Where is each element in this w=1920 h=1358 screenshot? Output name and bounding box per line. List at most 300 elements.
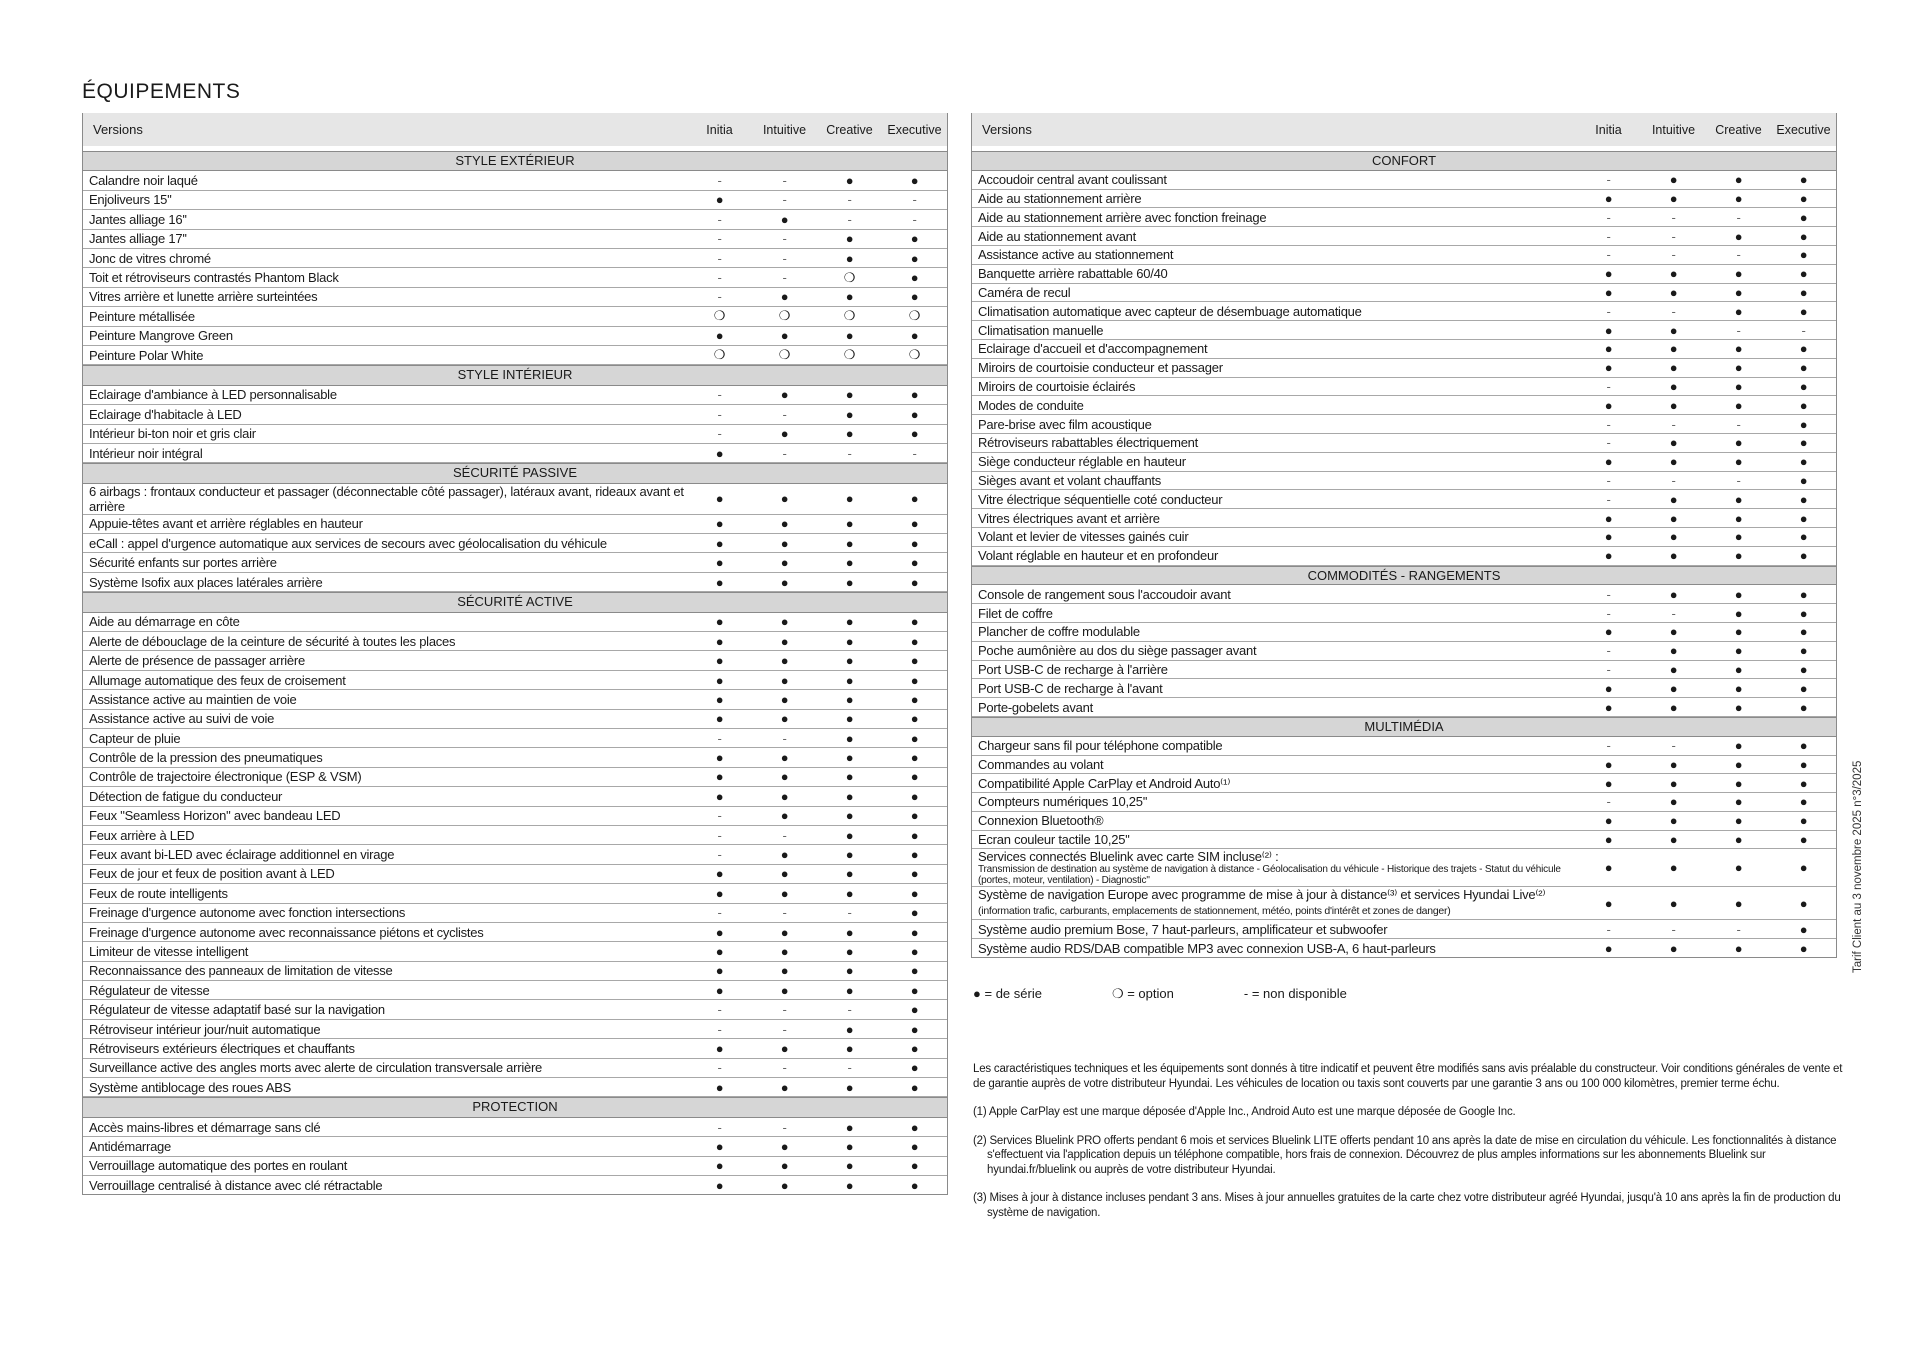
unavailable-dash-icon: - (717, 211, 722, 227)
table-row (83, 210, 947, 229)
standard-dot-icon: ● (715, 788, 724, 804)
standard-dot-icon: ● (715, 769, 724, 785)
table-row (972, 679, 1836, 698)
unavailable-dash-icon: - (1736, 322, 1741, 338)
feature-label: Port USB-C de recharge à l'avant (978, 680, 1163, 696)
unavailable-dash-icon: - (1671, 303, 1676, 319)
standard-dot-icon: ● (845, 672, 854, 688)
standard-dot-icon: ● (780, 711, 789, 727)
feature-label: Limiteur de vitesse intelligent (89, 943, 249, 959)
table-row (83, 981, 947, 1000)
unavailable-dash-icon: - (1606, 228, 1611, 244)
unavailable-dash-icon: - (782, 905, 787, 921)
standard-dot-icon: ● (715, 672, 724, 688)
table-row (972, 756, 1836, 775)
legend-unavailable (1244, 986, 1347, 1002)
feature-label: Ecran couleur tactile 10,25'' (978, 832, 1130, 848)
standard-dot-icon: ● (1799, 378, 1808, 394)
unavailable-dash-icon: - (717, 905, 722, 921)
standard-dot-icon: ● (910, 1119, 919, 1135)
standard-dot-icon: ● (910, 769, 919, 785)
table-row (83, 386, 947, 405)
table-row (83, 787, 947, 806)
table-row (972, 604, 1836, 623)
standard-dot-icon: ● (1669, 284, 1678, 300)
standard-dot-icon: ● (1669, 699, 1678, 715)
standard-dot-icon: ● (1799, 699, 1808, 715)
standard-dot-icon: ● (910, 516, 919, 532)
section-header: SÉCURITÉ ACTIVE (83, 592, 947, 612)
table-row (972, 698, 1836, 717)
standard-dot-icon: ● (1604, 322, 1613, 338)
standard-dot-icon: ● (1669, 378, 1678, 394)
standard-dot-icon: ● (715, 1177, 724, 1193)
standard-dot-icon: ● (1669, 322, 1678, 338)
table-row (83, 904, 947, 923)
feature-label: Miroirs de courtoisie conducteur et passager (978, 360, 1223, 376)
standard-dot-icon: ● (1734, 699, 1743, 715)
standard-dot-icon: ● (780, 211, 789, 227)
feature-label: Système de navigation Europe avec programme de mise à jour à distance⁽³⁾ et services Hyundai Live⁽²⁾ (information trafic, carburants, emplacements de stationnement, météo, points d'intérêt et zones de danger) (978, 887, 1546, 918)
feature-label: Caméra de recul (978, 284, 1071, 300)
unavailable-dash-icon: - (717, 387, 722, 403)
table-row (83, 826, 947, 845)
table-row (972, 623, 1836, 642)
standard-dot-icon: ● (845, 885, 854, 901)
standard-dot-icon: ● (1734, 738, 1743, 754)
feature-label: Sécurité enfants sur portes arrière (89, 555, 277, 571)
standard-dot-icon: ● (780, 963, 789, 979)
unavailable-dash-icon: - (1736, 921, 1741, 937)
option-circle-icon: ❍ (908, 308, 921, 324)
feature-label: Verrouillage automatique des portes en roulant (89, 1158, 348, 1174)
unavailable-dash-icon: - (1606, 247, 1611, 263)
feature-label: Toit et rétroviseurs contrastés Phantom Black (89, 270, 339, 286)
standard-dot-icon: ● (1799, 454, 1808, 470)
section-header: MULTIMÉDIA (972, 717, 1836, 737)
table-row (972, 321, 1836, 340)
standard-dot-icon: ● (715, 1138, 724, 1154)
standard-dot-icon: ● (1799, 360, 1808, 376)
table-row (83, 1000, 947, 1019)
feature-label: Eclairage d'accueil et d'accompagnement (978, 341, 1208, 357)
standard-dot-icon: ● (1799, 624, 1808, 640)
standard-dot-icon: ● (780, 943, 789, 959)
unavailable-dash-icon: - (782, 1021, 787, 1037)
standard-dot-icon: ● (780, 1138, 789, 1154)
notes (973, 1062, 1843, 1234)
feature-label: Antidémarrage (89, 1138, 172, 1154)
feature-label: Capteur de pluie (89, 730, 181, 746)
standard-dot-icon: ● (780, 535, 789, 551)
standard-dot-icon: ● (910, 633, 919, 649)
standard-dot-icon: ● (1669, 624, 1678, 640)
standard-dot-icon: ● (910, 1079, 919, 1095)
table-row (972, 849, 1836, 887)
unavailable-dash-icon: - (1671, 605, 1676, 621)
standard-dot-icon: ● (715, 491, 724, 507)
standard-dot-icon: ● (780, 672, 789, 688)
feature-label: Feux arrière à LED (89, 827, 195, 843)
standard-dot-icon: ● (1734, 643, 1743, 659)
standard-dot-icon: ● (715, 1040, 724, 1056)
feature-label: Peinture métallisée (89, 308, 195, 324)
unavailable-dash-icon: - (782, 445, 787, 461)
feature-label: Porte-gobelets avant (978, 699, 1093, 715)
standard-dot-icon: ● (845, 982, 854, 998)
standard-dot-icon: ● (1799, 940, 1808, 956)
standard-dot-icon: ● (910, 847, 919, 863)
standard-dot-icon: ● (780, 491, 789, 507)
legend (973, 986, 1417, 1002)
standard-dot-icon: ● (1734, 940, 1743, 956)
table-row (83, 613, 947, 632)
table-row (972, 642, 1836, 661)
standard-dot-icon: ● (1669, 529, 1678, 545)
table-row (83, 327, 947, 346)
table-row (83, 171, 947, 190)
standard-dot-icon: ● (910, 289, 919, 305)
standard-dot-icon: ● (780, 750, 789, 766)
standard-dot-icon: ● (910, 1021, 919, 1037)
standard-dot-icon: ● (1734, 895, 1743, 911)
section-header: COMMODITÉS - RANGEMENTS (972, 566, 1836, 586)
standard-dot-icon: ● (845, 250, 854, 266)
unavailable-dash-icon: - (782, 192, 787, 208)
footnote-3: (3) Mises à jour à distance incluses pendant 3 ans. Mises à jour annuelles gratuites de la carte chez votre distributeur agréé Hyundai, jusqu'à 10 ans après la fin de production du système de navigation. (973, 1192, 1841, 1219)
feature-label: Contrôle de trajectoire électronique (ESP & VSM) (89, 769, 362, 785)
feature-label: Reconnaissance des panneaux de limitation de vitesse (89, 963, 393, 979)
standard-dot-icon: ● (1604, 454, 1613, 470)
open-circle-icon: ❍ (1111, 986, 1124, 1001)
standard-dot-icon: ● (845, 289, 854, 305)
table-row (83, 425, 947, 444)
standard-dot-icon: ● (1604, 341, 1613, 357)
feature-label: Alerte de présence de passager arrière (89, 653, 305, 669)
table-row (83, 651, 947, 670)
feature-label: Poche aumônière au dos du siège passager avant (978, 643, 1257, 659)
standard-dot-icon: ● (910, 1002, 919, 1018)
unavailable-dash-icon: - (717, 1002, 722, 1018)
standard-dot-icon: ● (910, 653, 919, 669)
table-row (83, 307, 947, 326)
legend-label: = option (1127, 986, 1174, 1001)
standard-dot-icon: ● (715, 1158, 724, 1174)
standard-dot-icon: ● (1799, 472, 1808, 488)
standard-dot-icon: ● (1669, 586, 1678, 602)
standard-dot-icon: ● (1734, 794, 1743, 810)
column-creative: Creative (826, 122, 873, 137)
standard-dot-icon: ● (845, 866, 854, 882)
standard-dot-icon: ● (1734, 661, 1743, 677)
table-row (972, 378, 1836, 397)
feature-label: Appuie-têtes avant et arrière réglables en hauteur (89, 516, 363, 532)
table-row (972, 302, 1836, 321)
unavailable-dash-icon: - (847, 1002, 852, 1018)
standard-dot-icon: ● (910, 491, 919, 507)
standard-dot-icon: ● (845, 730, 854, 746)
table-row (972, 585, 1836, 604)
feature-label: Console de rangement sous l'accoudoir avant (978, 586, 1231, 602)
table-row (83, 1137, 947, 1156)
standard-dot-icon: ● (780, 691, 789, 707)
standard-dot-icon: ● (910, 535, 919, 551)
table-row (83, 865, 947, 884)
standard-dot-icon: ● (910, 885, 919, 901)
table-row (972, 190, 1836, 209)
standard-dot-icon: ● (715, 982, 724, 998)
standard-dot-icon: ● (780, 1079, 789, 1095)
standard-dot-icon: ● (845, 924, 854, 940)
feature-label: Régulateur de vitesse (89, 982, 210, 998)
unavailable-dash-icon: - (1606, 794, 1611, 810)
table-body (972, 151, 1836, 957)
standard-dot-icon: ● (845, 574, 854, 590)
feature-label: Feux de jour et feux de position avant à LED (89, 866, 335, 882)
standard-dot-icon: ● (1799, 738, 1808, 754)
standard-dot-icon: ● (780, 426, 789, 442)
feature-label: Système antiblocage des roues ABS (89, 1079, 292, 1095)
standard-dot-icon: ● (1734, 624, 1743, 640)
standard-dot-icon: ● (845, 769, 854, 785)
standard-dot-icon: ● (1734, 605, 1743, 621)
feature-label: 6 airbags : frontaux conducteur et passager (déconnectable côté passager), latéraux avant, rideaux avant et arrière (89, 483, 684, 514)
standard-dot-icon: ● (910, 672, 919, 688)
standard-dot-icon: ● (780, 847, 789, 863)
unavailable-dash-icon: - (782, 231, 787, 247)
feature-label: Surveillance active des angles morts avec alerte de circulation transversale arrière (89, 1060, 542, 1076)
table-row (972, 246, 1836, 265)
unavailable-dash-icon: - (1801, 322, 1806, 338)
unavailable-dash-icon: - (1736, 247, 1741, 263)
unavailable-dash-icon: - (1736, 209, 1741, 225)
unavailable-dash-icon: - (1606, 605, 1611, 621)
feature-label: Commandes au volant (978, 756, 1104, 772)
standard-dot-icon: ● (1669, 860, 1678, 876)
standard-dot-icon: ● (1604, 284, 1613, 300)
standard-dot-icon: ● (845, 633, 854, 649)
standard-dot-icon: ● (910, 943, 919, 959)
equipment-table-left (82, 113, 948, 1195)
standard-dot-icon: ● (910, 866, 919, 882)
tariff-side-note: Tarif Client au 3 novembre 2025 n°3/2025 (1852, 760, 1864, 973)
feature-label: Peinture Mangrove Green (89, 328, 233, 344)
standard-dot-icon: ● (1604, 548, 1613, 564)
standard-dot-icon: ● (1799, 548, 1808, 564)
table-row (83, 230, 947, 249)
standard-dot-icon: ● (1734, 397, 1743, 413)
standard-dot-icon: ● (845, 808, 854, 824)
table-row (972, 340, 1836, 359)
standard-dot-icon: ● (1604, 860, 1613, 876)
table-header (83, 113, 947, 151)
feature-label: Freinage d'urgence autonome avec reconnaissance piétons et cyclistes (89, 924, 484, 940)
footnote-2: (2) Services Bluelink PRO offerts pendant 6 mois et services Bluelink LITE offerts pendant 10 ans après la date de mise en circulation du véhicule. Les fonctionnalités à distance s'effectuent via l'application depuis un téléphone compatible, hors frais de connexion. Découvrez de plus amples informations sur les abonnements Bluelink sur hyundai.fr/bluelink ou auprès de votre distributeur Hyundai. (973, 1134, 1837, 1176)
standard-dot-icon: ● (910, 1040, 919, 1056)
table-row (83, 268, 947, 287)
table-row (83, 807, 947, 826)
standard-dot-icon: ● (845, 614, 854, 630)
unavailable-dash-icon: - (782, 1119, 787, 1135)
feature-label: Allumage automatique des feux de croisement (89, 672, 346, 688)
standard-dot-icon: ● (845, 328, 854, 344)
standard-dot-icon: ● (845, 1040, 854, 1056)
table-row (83, 405, 947, 424)
standard-dot-icon: ● (845, 750, 854, 766)
standard-dot-icon: ● (715, 516, 724, 532)
table-row (83, 346, 947, 365)
standard-dot-icon: ● (910, 750, 919, 766)
standard-dot-icon: ● (1734, 832, 1743, 848)
standard-dot-icon: ● (845, 1158, 854, 1174)
legend-label: = de série (984, 986, 1042, 1001)
standard-dot-icon: ● (1669, 454, 1678, 470)
section-header: SÉCURITÉ PASSIVE (83, 463, 947, 483)
unavailable-dash-icon: - (1606, 586, 1611, 602)
standard-dot-icon: ● (910, 173, 919, 189)
option-circle-icon: ❍ (843, 308, 856, 324)
feature-label: Feux avant bi-LED avec éclairage additionnel en virage (89, 847, 395, 863)
standard-dot-icon: ● (715, 691, 724, 707)
feature-label: Peinture Polar White (89, 347, 204, 363)
standard-dot-icon: ● (715, 555, 724, 571)
table-row (83, 768, 947, 787)
versions-label: Versions (982, 122, 1032, 137)
standard-dot-icon: ● (1799, 266, 1808, 282)
table-row (83, 191, 947, 210)
unavailable-dash-icon: - (1671, 209, 1676, 225)
feature-label: Jantes alliage 16'' (89, 211, 187, 227)
table-row (972, 661, 1836, 680)
standard-dot-icon: ● (715, 328, 724, 344)
standard-dot-icon: ● (1799, 775, 1808, 791)
table-row (83, 671, 947, 690)
feature-label: Eclairage d'ambiance à LED personnalisable (89, 387, 337, 403)
unavailable-dash-icon: - (782, 1060, 787, 1076)
feature-label: Assistance active au maintien de voie (89, 691, 297, 707)
standard-dot-icon: ● (1604, 813, 1613, 829)
unavailable-dash-icon: - (1606, 472, 1611, 488)
feature-label: Vitres électriques avant et arrière (978, 510, 1160, 526)
standard-dot-icon: ● (715, 711, 724, 727)
unavailable-dash-icon: - (782, 827, 787, 843)
unavailable-dash-icon: - (1606, 738, 1611, 754)
standard-dot-icon: ● (1669, 190, 1678, 206)
standard-dot-icon: ● (780, 289, 789, 305)
table-row (972, 812, 1836, 831)
feature-label: Système Isofix aux places latérales arrière (89, 574, 323, 590)
unavailable-dash-icon: - (782, 173, 787, 189)
table-row (83, 444, 947, 463)
feature-label: Contrôle de la pression des pneumatiques (89, 750, 323, 766)
table-row (83, 1020, 947, 1039)
feature-detail: Transmission de destination au système de navigation à distance - Géolocalisation du véhicule - Historique des trajets - Statut du véhicule (portes, moteur, ventilation) - Diagnostic" (978, 864, 1561, 887)
standard-dot-icon: ● (1669, 510, 1678, 526)
standard-dot-icon: ● (845, 555, 854, 571)
standard-dot-icon: ● (1734, 813, 1743, 829)
standard-dot-icon: ● (1799, 416, 1808, 432)
feature-label: Régulateur de vitesse adaptatif basé sur la navigation (89, 1002, 385, 1018)
feature-label: Assistance active au stationnement (978, 247, 1174, 263)
standard-dot-icon: ● (1799, 247, 1808, 263)
standard-dot-icon: ● (1734, 548, 1743, 564)
feature-label: Jonc de vitres chromé (89, 250, 211, 266)
table-body (83, 151, 947, 1194)
unavailable-dash-icon: - (1671, 472, 1676, 488)
unavailable-dash-icon: - (1606, 921, 1611, 937)
standard-dot-icon: ● (845, 1119, 854, 1135)
unavailable-dash-icon: - (717, 730, 722, 746)
table-row (83, 923, 947, 942)
feature-label: Détection de fatigue du conducteur (89, 788, 283, 804)
unavailable-dash-icon: - (717, 406, 722, 422)
unavailable-dash-icon: - (1671, 416, 1676, 432)
unavailable-dash-icon: - (717, 808, 722, 824)
standard-dot-icon: ● (910, 1138, 919, 1154)
table-row (972, 284, 1836, 303)
standard-dot-icon: ● (1669, 491, 1678, 507)
table-row (83, 534, 947, 553)
feature-label: Vitre électrique séquentielle coté conducteur (978, 491, 1223, 507)
standard-dot-icon: ● (845, 847, 854, 863)
standard-dot-icon: ● (910, 963, 919, 979)
feature-label: Chargeur sans fil pour téléphone compatible (978, 738, 1223, 754)
standard-dot-icon: ● (1799, 209, 1808, 225)
table-row (972, 396, 1836, 415)
table-row (972, 472, 1836, 491)
feature-label: Accès mains-libres et démarrage sans clé (89, 1119, 321, 1135)
feature-label: Enjoliveurs 15'' (89, 192, 172, 208)
feature-label: Feux "Seamless Horizon" avec bandeau LED (89, 808, 341, 824)
standard-dot-icon: ● (1669, 832, 1678, 848)
unavailable-dash-icon: - (1606, 172, 1611, 188)
standard-dot-icon: ● (845, 1079, 854, 1095)
standard-dot-icon: ● (910, 1177, 919, 1193)
unavailable-dash-icon: - (1606, 661, 1611, 677)
standard-dot-icon: ● (910, 730, 919, 746)
feature-label: Compatibilité Apple CarPlay et Android Auto⁽¹⁾ (978, 775, 1231, 791)
standard-dot-icon: ● (1669, 940, 1678, 956)
standard-dot-icon: ● (845, 516, 854, 532)
feature-label: Vitres arrière et lunette arrière surteintées (89, 289, 318, 305)
table-row (972, 774, 1836, 793)
table-row (83, 942, 947, 961)
standard-dot-icon: ● (845, 406, 854, 422)
table-row (972, 453, 1836, 472)
feature-label: Compteurs numériques 10,25'' (978, 794, 1148, 810)
standard-dot-icon: ● (845, 1138, 854, 1154)
dash-icon: - (1243, 986, 1249, 1001)
table-row (83, 1118, 947, 1137)
standard-dot-icon: ● (845, 231, 854, 247)
feature-label: Eclairage d'habitacle à LED (89, 406, 242, 422)
table-row (83, 1157, 947, 1176)
standard-dot-icon: ● (1604, 756, 1613, 772)
feature-label: Climatisation manuelle (978, 322, 1104, 338)
standard-dot-icon: ● (845, 173, 854, 189)
standard-dot-icon: ● (1669, 435, 1678, 451)
standard-dot-icon: ● (715, 963, 724, 979)
standard-dot-icon: ● (1669, 397, 1678, 413)
standard-dot-icon: ● (780, 1040, 789, 1056)
unavailable-dash-icon: - (1606, 491, 1611, 507)
standard-dot-icon: ● (715, 192, 724, 208)
feature-label: Alerte de débouclage de la ceinture de sécurité à toutes les places (89, 633, 456, 649)
standard-dot-icon: ● (1604, 510, 1613, 526)
standard-dot-icon: ● (1799, 895, 1808, 911)
legend-label: = non disponible (1251, 986, 1347, 1001)
standard-dot-icon: ● (910, 982, 919, 998)
